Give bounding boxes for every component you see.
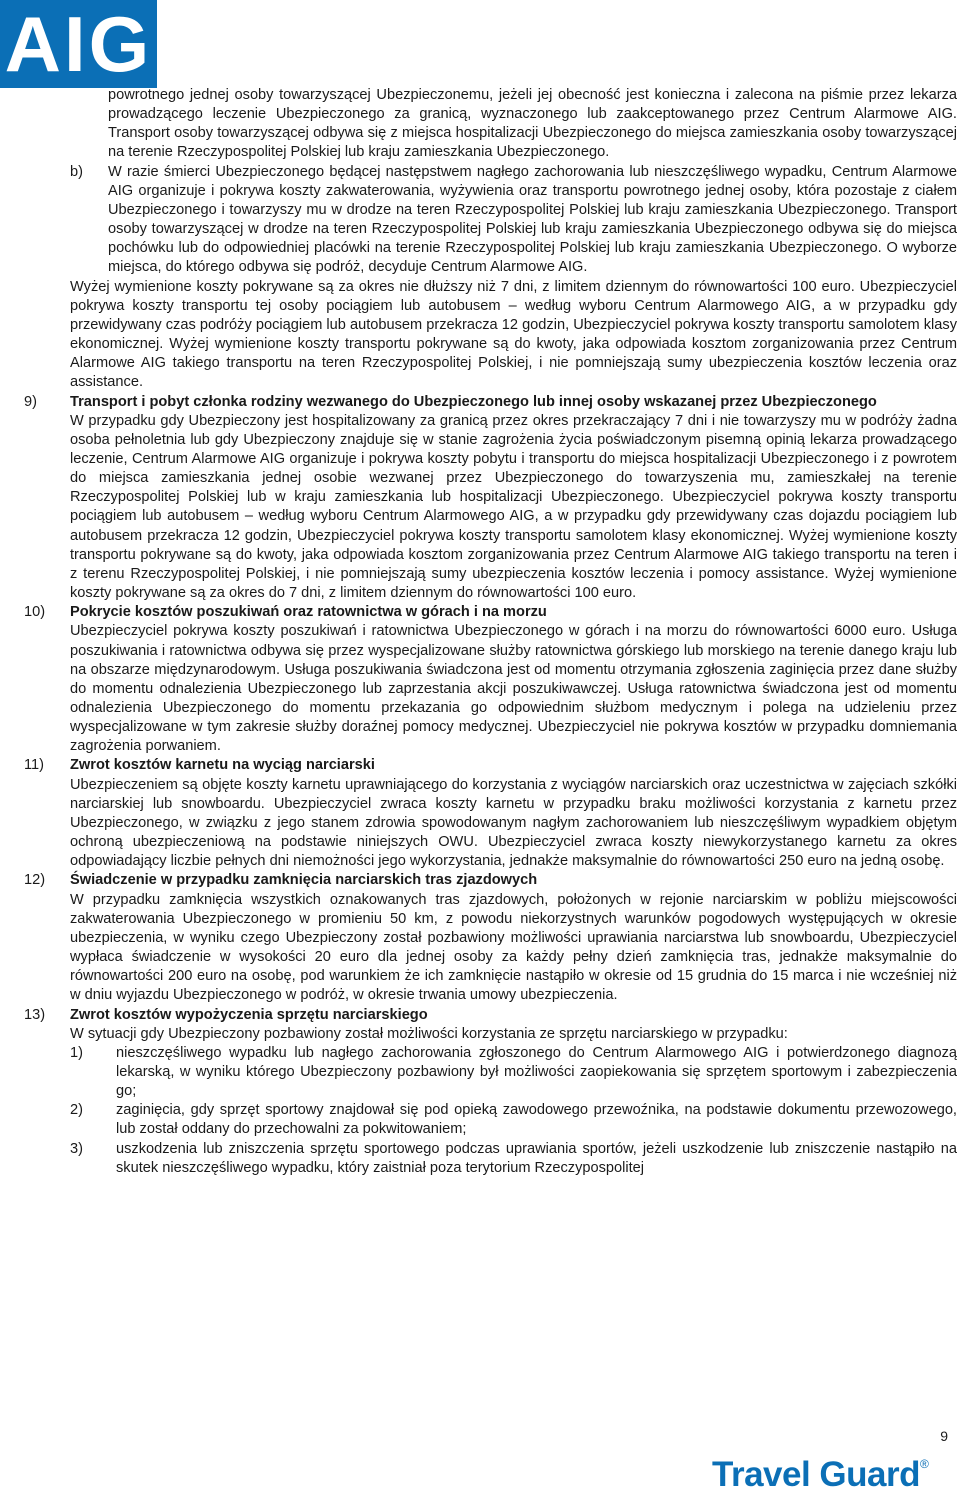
section-12-number: 12) bbox=[24, 872, 46, 889]
sub-item-2-text: zaginięcia, gdy sprzęt sportowy znajdował się pod opieką zawodowego przewoźnika, na podstawie dokumentu przewozowego, lub został oddany do przechowalni za pokwitowaniem; bbox=[116, 1102, 957, 1138]
sub-item-3-text: uszkodzenia lub zniszczenia sprzętu sportowego podczas uprawiania sportów, jeżeli uszkodzenie lub zniszczenie nastąpiło na skutek nieszczęśliwego wypadku, który zaistniał poza terytorium Rzeczypospolitej bbox=[116, 1140, 957, 1176]
sub-item-1-marker: 1) bbox=[70, 1044, 83, 1061]
limits-paragraph: Wyżej wymienione koszty pokrywane są za okres nie dłuższy niż 7 dni, z limitem dziennym do równowartości 100 euro. Ubezpieczyciel pokrywa koszty transportu tej osoby pociągiem lub autobusem – według wyboru Centrum Alarmowego AIG, a w przypadku gdy przewidywany czas podróży pociągiem lub autobusem przekracza 12 godzin, Ubezpieczyciel pokrywa koszty transportu samolotem klasy ekonomicznej. Wyżej wymienione koszty transportu pokrywane są do kwoty, jaka odpowiada kosztom zorganizowania przez Centrum Alarmowe AIG takiego transportu na teren Rzeczypospolitej Polskiej, i nie pomniejszają sumy ubezpieczenia kosztów leczenia oraz assistance. bbox=[70, 278, 957, 391]
travel-guard-logo-text: Travel Guard bbox=[712, 1455, 920, 1494]
section-13-title: Zwrot kosztów wypożyczenia sprzętu narciarskiego bbox=[70, 1006, 428, 1023]
document-body bbox=[24, 86, 957, 1178]
page-number: 9 bbox=[940, 1428, 948, 1444]
section-11 bbox=[24, 756, 957, 871]
sub-item-1 bbox=[70, 1044, 957, 1101]
section-9-body: W przypadku gdy Ubezpieczony jest hospitalizowany za granicą przez okres przekraczający 7 dni i nie towarzyszy mu w podróży żadna osoba pełnoletnia lub gdy Ubezpieczony znajduje się w stanie zagrożenia życia poświadczonym pisemną opinią lekarza prowadzącego leczenie, Centrum Alarmowe AIG organizuje i pokrywa koszty pobytu i transportu do miejsca hospitalizacji Ubezpieczonego i z powrotem do miejsca zamieszkania jednej osobie wezwanej przez Ubezpieczonego do towarzyszenia mu, zamieszkałej na terenie Rzeczypospolitej Polskiej lub w kraju zamieszkania lub hospitalizacji Ubezpieczonego. Ubezpieczyciel pokrywa koszty transportu pociągiem lub autobusem – według wyboru Centrum Alarmowego AIG, a w przypadku gdy przewidywany czas dojazdu pociągiem lub autobusem przekracza 12 godzin, Ubezpieczyciel pokrywa koszty transportu samolotem klasy ekonomicznej. Wyżej wymienione koszty transportu pokrywane są do kwoty, jaka odpowiada kosztom zorganizowania przez Centrum Alarmowe AIG takiego transportu na teren i z terenu Rzeczypospolitej Polskiej, i nie pomniejszają sumy ubezpieczenia kosztów leczenia i pomocy assistance. Wyżej wymienione koszty pokrywane są za okres do 7 dni, z limitem dziennym do równowartości 100 euro. bbox=[70, 412, 957, 602]
section-9-number: 9) bbox=[24, 393, 37, 410]
section-9 bbox=[24, 393, 957, 604]
section-13 bbox=[24, 1006, 957, 1178]
section-13-body: W sytuacji gdy Ubezpieczony pozbawiony został możliwości korzystania ze sprzętu narciarskiego w przypadku: bbox=[70, 1025, 788, 1042]
section-12 bbox=[24, 871, 957, 1005]
section-11-body: Ubezpieczeniem są objęte koszty karnetu uprawniającego do korzystania z wyciągów narciarskich oraz uczestnictwa w zajęciach szkółki narciarskiej lub snowboardu. Ubezpieczyciel zwraca koszty karnetu w przypadku braku możliwości korzystania z karnetu przez Ubezpieczonego, w związku z jego stanem zdrowia spowodowanym nagłym zachorowaniem lub nieszczęśliwym wypadkiem objętym ochroną ubezpieczeniową na podstawie niniejszych OWU. Ubezpieczyciel zwraca koszty niewykorzystanego karnetu za okres odpowiadający liczbie pełnych dni niemożności jego wykorzystania, jednakże maksymalnie do równowartości 250 euro na jedną osobę. bbox=[70, 776, 957, 870]
item-b-marker: b) bbox=[70, 163, 83, 180]
aig-logo-text: AIG bbox=[4, 0, 153, 88]
sub-item-3-marker: 3) bbox=[70, 1140, 83, 1157]
item-b-text: W razie śmierci Ubezpieczonego będącej następstwem nagłego zachorowania lub nieszczęśliwego wypadku, Centrum Alarmowe AIG organizuje i pokrywa koszty zakwaterowania, wyżywienia oraz transportu powrotnego jednej osoby, która pozostaje z ciałem Ubezpieczonego i towarzyszy mu w drodze na teren Rzeczypospolitej Polskiej lub kraju zamieszkania Ubezpieczonego. Transport osoby towarzyszącej w drodze na teren Rzeczypospolitej Polskiej lub kraju zamieszkania Ubezpieczonego odbywa się do miejsca pochówku lub do odpowiedniej placówki na terenie Rzeczypospolitej Polskiej lub kraju zamieszkania Ubezpieczonego. O wyborze miejsca, do którego odbywa się podróż, decyduje Centrum Alarmowe AIG. bbox=[108, 163, 957, 276]
sub-item-3 bbox=[70, 1140, 957, 1178]
section-9-title: Transport i pobyt członka rodziny wezwanego do Ubezpieczonego lub innej osoby wskazanej przez Ubezpieczonego bbox=[70, 393, 877, 410]
section-10-number: 10) bbox=[24, 604, 46, 621]
section-11-number: 11) bbox=[24, 757, 45, 774]
section-11-title: Zwrot kosztów karnetu na wyciąg narciarski bbox=[70, 757, 375, 774]
sub-item-1-text: nieszczęśliwego wypadku lub nagłego zachorowania zgłoszonego do Centrum Alarmowego AIG i potwierdzonego diagnozą lekarską, w wyniku którego Ubezpieczony pozbawiony był możliwości zaopiekowania się sprzętem sportowym i zabezpieczenia go; bbox=[116, 1044, 957, 1100]
sub-item-2 bbox=[70, 1101, 957, 1139]
intro-paragraph: powrotnego jednej osoby towarzyszącej Ubezpieczonemu, jeżeli jej obecność jest konieczna i zalecona na piśmie przez lekarza prowadzącego leczenie Ubezpieczonego za granicą, wyznaczonego lub zaakceptowanego przez Centrum Alarmowe AIG. Transport osoby towarzyszącej odbywa się z miejsca hospitalizacji Ubezpieczonego do miejsca zamieszkania osoby towarzyszącej na terenie Rzeczypospolitej Polskiej lub kraju zamieszkania Ubezpieczonego. bbox=[108, 87, 957, 161]
section-12-title: Świadczenie w przypadku zamknięcia narciarskich tras zjazdowych bbox=[70, 872, 538, 889]
aig-logo bbox=[0, 0, 157, 88]
section-13-number: 13) bbox=[24, 1006, 46, 1023]
section-10-body: Ubezpieczyciel pokrywa koszty poszukiwań i ratownictwa Ubezpieczonego w górach i na morzu do równowartości 6000 euro. Usługa poszukiwania i ratownictwa odbywa się przez wyspecjalizowane służby ratownictwa górskiego lub morskiego na terenie danego kraju lub na obszarze międzynarodowym. Usługa poszukiwania świadczona jest od momentu otrzymania zgłoszenia zaginięcia przez dane służby do momentu odnalezienia Ubezpieczonego lub zaprzestania akcji poszukiwawczej. Usługa ratownictwa świadczona jest od momentu odnalezienia Ubezpieczonego do momentu przekazania go odpowiednim służbom medycznym i polega na udzieleniu przez wyspecjalizowane w tym zakresie służby doraźnej pomocy medycznej. Ubezpieczyciel nie pokrywa kosztów w przypadku domniemania zagrożenia porwaniem. bbox=[70, 623, 957, 755]
section-10 bbox=[24, 603, 957, 756]
section-10-title: Pokrycie kosztów poszukiwań oraz ratownictwa w górach i na morzu bbox=[70, 604, 547, 621]
travel-guard-logo bbox=[712, 1455, 928, 1495]
item-b bbox=[24, 163, 957, 278]
section-12-body: W przypadku zamknięcia wszystkich oznakowanych tras zjazdowych, położonych w rejonie narciarskim w pobliżu miejscowości zakwaterowania Ubezpieczonego w promieniu 50 km, z powodu niekorzystnych warunków pogodowych występujących w okresie ubezpieczenia, w wyniku czego Ubezpieczony został pozbawiony możliwości uprawiania narciarstwa lub snowboardu, Ubezpieczyciel wypłaca świadczenie w wysokości 20 euro dla jednej osoby za każdy pełny dzień zamknięcia tras, jednakże maksymalnie do równowartości 200 euro na osobę, pod warunkiem że ich zamknięcie nastąpiło w okresie od 15 grudnia do 15 marca i nie wcześniej niż w dniu wyjazdu Ubezpieczonego w podróż, w okresie trwania umowy ubezpieczenia. bbox=[70, 891, 957, 1004]
registered-mark: ® bbox=[919, 1457, 929, 1471]
sub-item-2-marker: 2) bbox=[70, 1102, 83, 1119]
